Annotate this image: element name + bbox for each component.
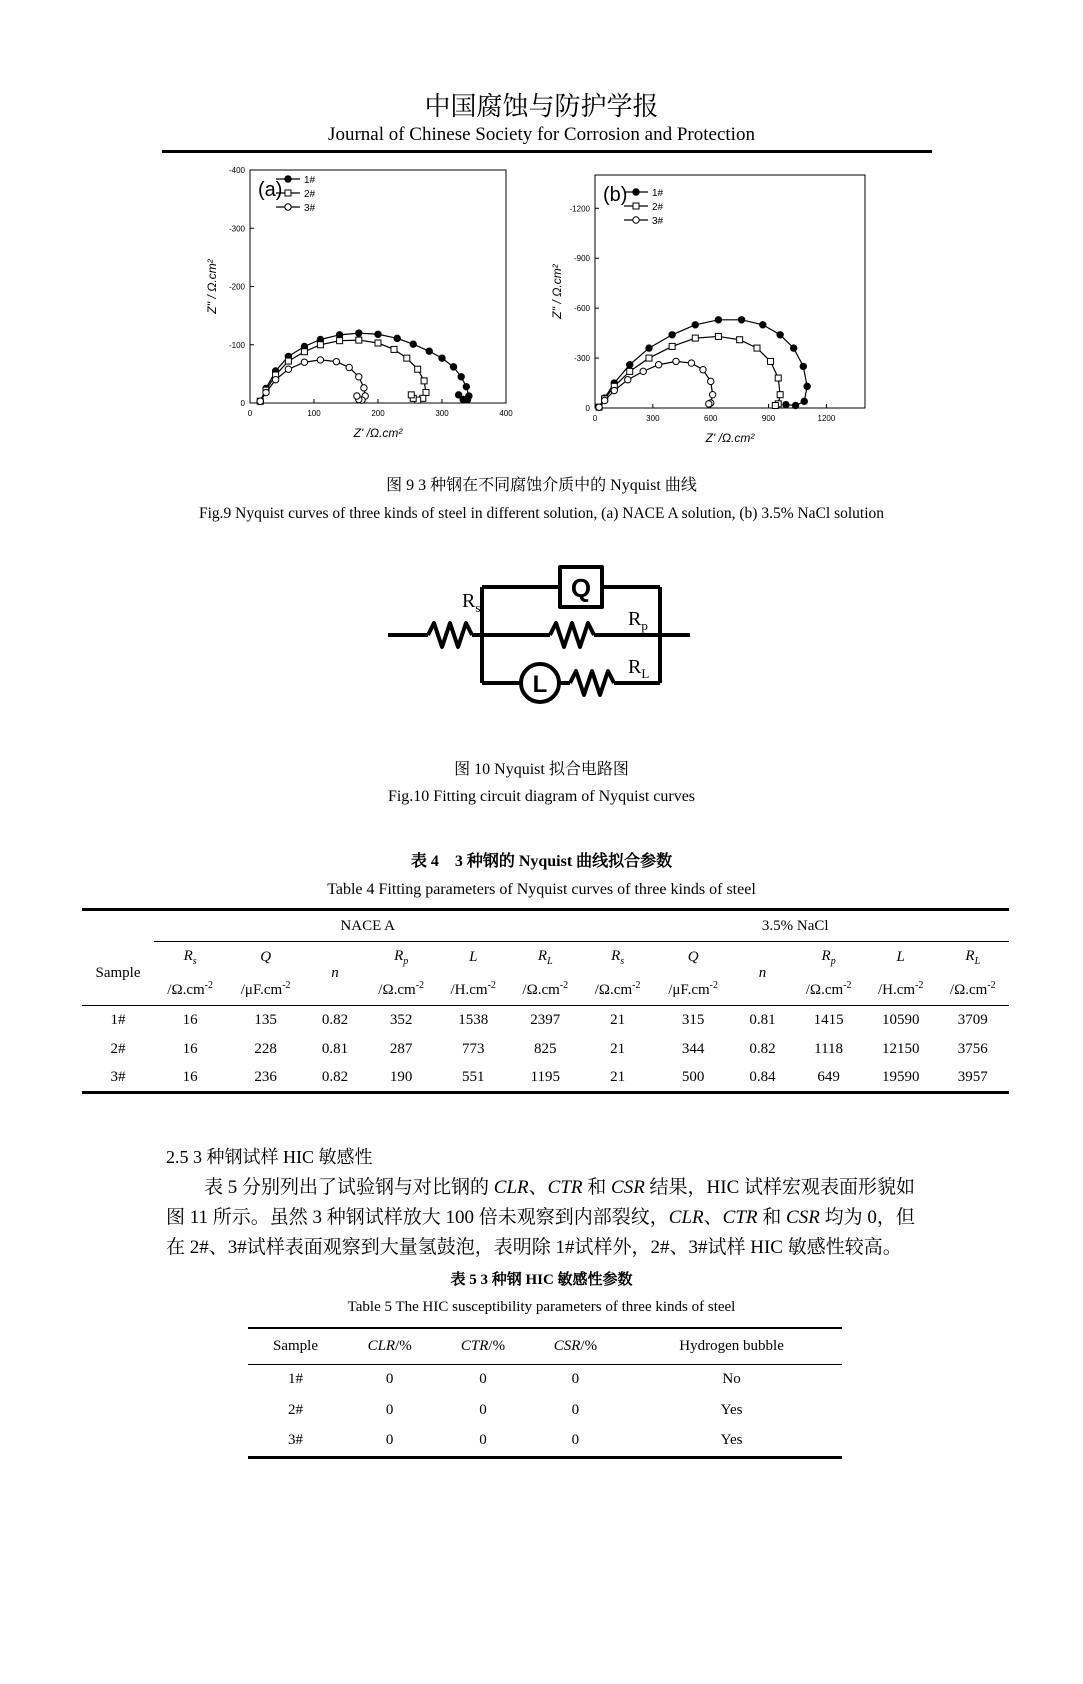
table-cell: 1195 xyxy=(509,1064,581,1093)
legend-marker xyxy=(285,204,291,210)
y-tick-label: -200 xyxy=(228,282,245,292)
data-point-3# xyxy=(346,364,352,370)
table-cell: 0 xyxy=(479,1402,487,1418)
data-point-2# xyxy=(356,337,362,343)
table4-sample-header: Sample xyxy=(95,964,141,981)
legend-label: 3# xyxy=(304,203,316,214)
x-tick-label: 300 xyxy=(646,414,660,423)
figure9-caption-en: Fig.9 Nyquist curves of three kinds of steel in different solution, (a) NACE A solution, (b) 3.5% NaCl solution xyxy=(198,505,885,522)
data-point-3# xyxy=(356,374,362,380)
data-point-2# xyxy=(627,368,633,374)
table-cell: 3# xyxy=(248,1426,343,1457)
table-cell: 21 xyxy=(581,1006,653,1035)
table-cell: 228 xyxy=(254,1040,277,1057)
table-cell: Yes xyxy=(621,1426,842,1457)
table4-param-L-2: L xyxy=(865,942,937,974)
table-row xyxy=(248,1426,842,1457)
table-row xyxy=(248,1364,842,1395)
table-row xyxy=(82,1006,1009,1035)
data-point-1# xyxy=(715,317,721,323)
figure9-panel-a xyxy=(190,160,570,455)
data-point-3# xyxy=(688,360,694,366)
legend-label: 3# xyxy=(652,216,664,227)
data-point-2# xyxy=(646,355,652,361)
table4-caption-en: Table 4 Fitting parameters of Nyquist curves of three kinds of steel xyxy=(327,881,756,898)
table-cell: 12150 xyxy=(881,1040,920,1057)
data-point-1# xyxy=(792,402,798,408)
data-point-2# xyxy=(775,375,781,381)
x-tick-label: 100 xyxy=(307,409,321,418)
data-point-1# xyxy=(669,332,675,338)
table4-unit: $/\Omega.cm^{-2}$ xyxy=(792,974,864,1006)
data-point-2# xyxy=(754,345,760,351)
data-point-3# xyxy=(361,385,367,391)
data-point-1# xyxy=(738,317,744,323)
data-point-3# xyxy=(596,404,602,410)
table-cell: 1118 xyxy=(814,1040,844,1057)
table-cell: 3709 xyxy=(937,1006,1009,1035)
x-tick-label: 900 xyxy=(761,414,776,423)
data-point-2# xyxy=(404,355,410,361)
table-cell: 21 xyxy=(610,1040,626,1057)
table-cell: Yes xyxy=(720,1402,743,1418)
data-point-1# xyxy=(336,332,342,338)
data-point-3# xyxy=(700,367,706,373)
resistor-rs xyxy=(428,623,472,647)
y-tick-label: 0 xyxy=(585,404,590,413)
data-point-3# xyxy=(601,397,607,403)
table5-caption-cn: 表 5 3 种钢 HIC 敏感性参数 xyxy=(450,1272,633,1288)
table-cell: 0 xyxy=(385,1371,394,1388)
chart-a-plot xyxy=(205,166,513,440)
table4-group-nace: NACE A xyxy=(154,910,581,942)
data-point-2# xyxy=(777,392,783,398)
data-point-1# xyxy=(439,355,445,361)
panel-label: (a) xyxy=(258,179,283,201)
data-point-1# xyxy=(760,322,766,328)
resistor-rp xyxy=(550,623,594,647)
paragraph-line-1: 表 5 分别列出了试验钢与对比钢的 CLR、CTR 和 CSR 结果，HIC 试样宏观表面形貌如 xyxy=(204,1177,916,1198)
table-cell: 344 xyxy=(681,1040,705,1057)
data-point-2# xyxy=(391,346,397,352)
data-point-3# xyxy=(673,358,679,364)
figure10-caption-cn: 图 10 Nyquist 拟合电路图 xyxy=(454,761,629,778)
x-tick-label: 600 xyxy=(704,414,718,423)
header-rule xyxy=(162,150,932,153)
table5-header: CSR/% xyxy=(553,1337,598,1354)
table-cell: 0 xyxy=(571,1402,580,1418)
table4-unit: $/\Omega.cm^{-2}$ xyxy=(365,974,437,1006)
y-tick-label: -100 xyxy=(228,340,245,350)
figure9-panel-b xyxy=(540,170,910,455)
y-tick-label: 0 xyxy=(240,399,245,408)
data-point-1# xyxy=(804,383,810,389)
chart-b-plot xyxy=(550,175,865,445)
table4-param-Rp-1: $R_p$ xyxy=(365,942,437,974)
table4-param-RL-1: $R_L$ xyxy=(509,942,581,974)
table5-header: CTR/% xyxy=(460,1337,506,1354)
legend-marker xyxy=(633,217,639,223)
table-cell: 551 xyxy=(437,1064,509,1093)
table4-caption-cn: 表 4 3 种钢的 Nyquist 曲线拟合参数 xyxy=(410,853,673,870)
table-cell: No xyxy=(722,1371,741,1388)
y-tick-label: -900 xyxy=(573,254,590,264)
rp-label: $R_p$ xyxy=(628,608,648,633)
table-cell: 2397 xyxy=(509,1006,581,1035)
data-point-3# xyxy=(625,377,631,383)
data-point-3# xyxy=(640,368,646,374)
data-point-3# xyxy=(354,393,360,399)
table4-param-L-1: L xyxy=(437,942,509,974)
plot-frame xyxy=(595,175,865,408)
table-cell: 3# xyxy=(82,1064,154,1093)
data-point-1# xyxy=(646,345,652,351)
x-tick-label: 1200 xyxy=(817,414,836,423)
legend-marker xyxy=(633,189,639,195)
data-point-2# xyxy=(692,335,698,341)
data-point-3# xyxy=(333,358,339,364)
table-cell: 16 xyxy=(154,1064,226,1093)
journal-title-en: Journal of Chinese Society for Corrosion and Protection xyxy=(328,124,755,145)
table-cell: 773 xyxy=(461,1040,485,1057)
data-point-1# xyxy=(463,383,469,389)
table-cell: 0 xyxy=(343,1426,436,1457)
paragraph-line-2: 图 11 所示。虽然 3 种钢试样放大 100 倍未观察到内部裂纹，CLR、CTR 和 CSR 均为 0，但 xyxy=(166,1207,915,1228)
legend-marker xyxy=(633,203,639,209)
data-point-3# xyxy=(317,357,323,363)
data-point-2# xyxy=(772,403,778,409)
table-cell: 21 xyxy=(581,1064,653,1093)
legend-marker xyxy=(285,176,291,182)
y-tick-label: -600 xyxy=(573,304,590,314)
table-cell: 16 xyxy=(182,1040,198,1057)
data-point-1# xyxy=(450,364,456,370)
data-point-2# xyxy=(421,378,427,384)
table-cell: 0 xyxy=(385,1402,394,1418)
table-cell: 0 xyxy=(436,1426,529,1457)
legend-label: 1# xyxy=(304,175,316,186)
data-point-1# xyxy=(410,341,416,347)
data-point-3# xyxy=(263,389,269,395)
table5-header: Hydrogen bubble xyxy=(679,1337,784,1354)
data-point-2# xyxy=(375,340,381,346)
table-cell: 2# xyxy=(288,1402,303,1418)
table4-param-Rs-2: $R_s$ xyxy=(581,942,653,974)
data-point-3# xyxy=(301,359,307,365)
table-row xyxy=(82,1064,1009,1093)
data-point-3# xyxy=(655,362,661,368)
table4-param-RL-2: $R_L$ xyxy=(937,942,1009,974)
rs-label: $R_s$ xyxy=(462,590,481,615)
paragraph-line-3: 在 2#、3#试样表面观察到大量氢鼓泡，表明除 1#试样外，2#、3#试样 HIC 敏感性较高。 xyxy=(166,1237,902,1258)
x-axis-label: Z' /Ω.cm² xyxy=(353,426,403,440)
legend-marker xyxy=(285,190,291,196)
x-tick-label: 400 xyxy=(499,409,513,418)
legend-label: 2# xyxy=(304,189,316,200)
data-point-3# xyxy=(611,387,617,393)
table-cell: 649 xyxy=(792,1064,864,1093)
table4-param-n-1: n xyxy=(305,942,365,1006)
table-cell: 0.84 xyxy=(732,1064,792,1093)
y-tick-label: -400 xyxy=(228,166,245,175)
data-point-2# xyxy=(423,390,429,396)
legend-label: 1# xyxy=(652,188,664,199)
table4-unit: $/\mu F.cm^{-2}$ xyxy=(226,974,305,1006)
data-point-2# xyxy=(317,342,323,348)
x-tick-label: 0 xyxy=(592,414,598,423)
data-point-3# xyxy=(706,401,712,407)
data-point-1# xyxy=(801,398,807,404)
x-axis-label: Z' /Ω.cm² xyxy=(705,431,755,445)
table4-unit: $/\Omega.cm^{-2}$ xyxy=(154,974,226,1006)
data-point-1# xyxy=(455,392,461,398)
y-axis-label: Z'' / Ω.cm² xyxy=(550,264,564,319)
data-point-1# xyxy=(394,335,400,341)
series-line-2# xyxy=(599,336,780,407)
data-point-1# xyxy=(426,348,432,354)
table4-unit: $/\Omega.cm^{-2}$ xyxy=(581,974,653,1006)
table-cell: 236 xyxy=(226,1064,305,1093)
table-cell: 0 xyxy=(571,1371,580,1388)
y-tick-label: -300 xyxy=(573,354,590,364)
data-point-1# xyxy=(777,332,783,338)
table4-param-Q-1: Q xyxy=(226,942,305,974)
table-cell: 287 xyxy=(389,1040,413,1057)
y-tick-label: -300 xyxy=(228,224,245,234)
table4-unit: $/\Omega.cm^{-2}$ xyxy=(509,974,581,1006)
table-cell: 0.82 xyxy=(749,1040,776,1057)
panel-label: (b) xyxy=(603,184,628,206)
table4-unit: $/\mu F.cm^{-2}$ xyxy=(654,974,733,1006)
x-tick-label: 300 xyxy=(435,409,449,418)
data-point-3# xyxy=(257,398,263,404)
table4-param-Rs-1: $R_s$ xyxy=(154,942,226,974)
data-point-3# xyxy=(708,378,714,384)
legend-label: 2# xyxy=(652,202,664,213)
table-cell: 19590 xyxy=(865,1064,937,1093)
inductor-label: L xyxy=(532,671,548,698)
data-point-3# xyxy=(285,366,291,372)
data-point-1# xyxy=(800,363,806,369)
journal-title-cn: 中国腐蚀与防护学报 xyxy=(424,92,659,121)
y-tick-label: -1200 xyxy=(569,204,590,214)
table-cell: 0.82 xyxy=(305,1006,365,1035)
table5-header: Sample xyxy=(273,1337,318,1354)
data-point-1# xyxy=(375,331,381,337)
table4-param-n-2: n xyxy=(732,942,792,1006)
table5-caption-en: Table 5 The HIC susceptibility parameters of three kinds of steel xyxy=(347,1299,736,1315)
table-cell: 0 xyxy=(479,1371,487,1388)
table-cell: 0.82 xyxy=(305,1064,365,1093)
data-point-2# xyxy=(301,349,307,355)
table-cell: 315 xyxy=(654,1006,733,1035)
table-cell: 3756 xyxy=(957,1040,988,1057)
table-cell: 135 xyxy=(226,1006,305,1035)
table5-header: CLR/% xyxy=(367,1337,412,1354)
table-cell: 1# xyxy=(82,1006,154,1035)
table-cell: 16 xyxy=(154,1006,226,1035)
x-tick-label: 200 xyxy=(371,409,385,418)
figure9-caption-cn: 图 9 3 种钢在不同腐蚀介质中的 Nyquist 曲线 xyxy=(386,477,697,494)
cpe-label: Q xyxy=(570,573,592,603)
table4-unit: $/H.cm^{-2}$ xyxy=(437,974,509,1006)
data-point-2# xyxy=(337,338,343,344)
table4-group-nacl: 3.5% NaCl xyxy=(581,910,1009,942)
table-cell: 2# xyxy=(110,1040,126,1057)
data-point-1# xyxy=(783,401,789,407)
data-point-2# xyxy=(415,366,421,372)
data-point-1# xyxy=(627,362,633,368)
data-point-1# xyxy=(458,374,464,380)
resistor-rl xyxy=(570,671,614,695)
data-point-2# xyxy=(737,337,743,343)
table-cell: 0 xyxy=(530,1426,622,1457)
table-cell: 500 xyxy=(654,1064,733,1093)
table-cell: 10590 xyxy=(865,1006,937,1035)
table-cell: 825 xyxy=(534,1040,557,1057)
y-axis-label: Z'' / Ω.cm² xyxy=(205,259,219,314)
table-row xyxy=(248,1395,842,1426)
figure10-circuit xyxy=(380,555,700,715)
figure10-caption-en: Fig.10 Fitting circuit diagram of Nyquist curves xyxy=(387,788,696,805)
table4-param-Q-2: Q xyxy=(654,942,733,974)
table-row xyxy=(82,1035,1009,1064)
table4 xyxy=(82,908,1009,1094)
data-point-1# xyxy=(790,345,796,351)
data-point-2# xyxy=(768,358,774,364)
data-point-3# xyxy=(272,377,278,383)
table-cell: 190 xyxy=(365,1064,437,1093)
table4-unit: $/\Omega.cm^{-2}$ xyxy=(937,974,1009,1006)
table-cell: 3957 xyxy=(937,1064,1009,1093)
table5 xyxy=(248,1327,842,1459)
table-cell: 0.81 xyxy=(321,1040,349,1057)
data-point-1# xyxy=(356,330,362,336)
table4-unit: $/H.cm^{-2}$ xyxy=(865,974,937,1006)
data-point-2# xyxy=(715,333,721,339)
rl-label: $R_L$ xyxy=(628,656,650,681)
section-title: 2.5 3 种钢试样 HIC 敏感性 xyxy=(166,1147,373,1167)
data-point-2# xyxy=(285,358,291,364)
table4-param-Rp-2: $R_p$ xyxy=(792,942,864,974)
data-point-2# xyxy=(669,343,675,349)
data-point-3# xyxy=(709,391,715,397)
table-cell: 1538 xyxy=(437,1006,509,1035)
table-cell: 1415 xyxy=(792,1006,864,1035)
table-cell: 0.81 xyxy=(732,1006,792,1035)
table-cell: 1# xyxy=(288,1371,303,1388)
x-tick-label: 0 xyxy=(247,409,253,418)
table-cell: 352 xyxy=(365,1006,437,1035)
data-point-2# xyxy=(408,392,414,398)
data-point-1# xyxy=(692,322,698,328)
